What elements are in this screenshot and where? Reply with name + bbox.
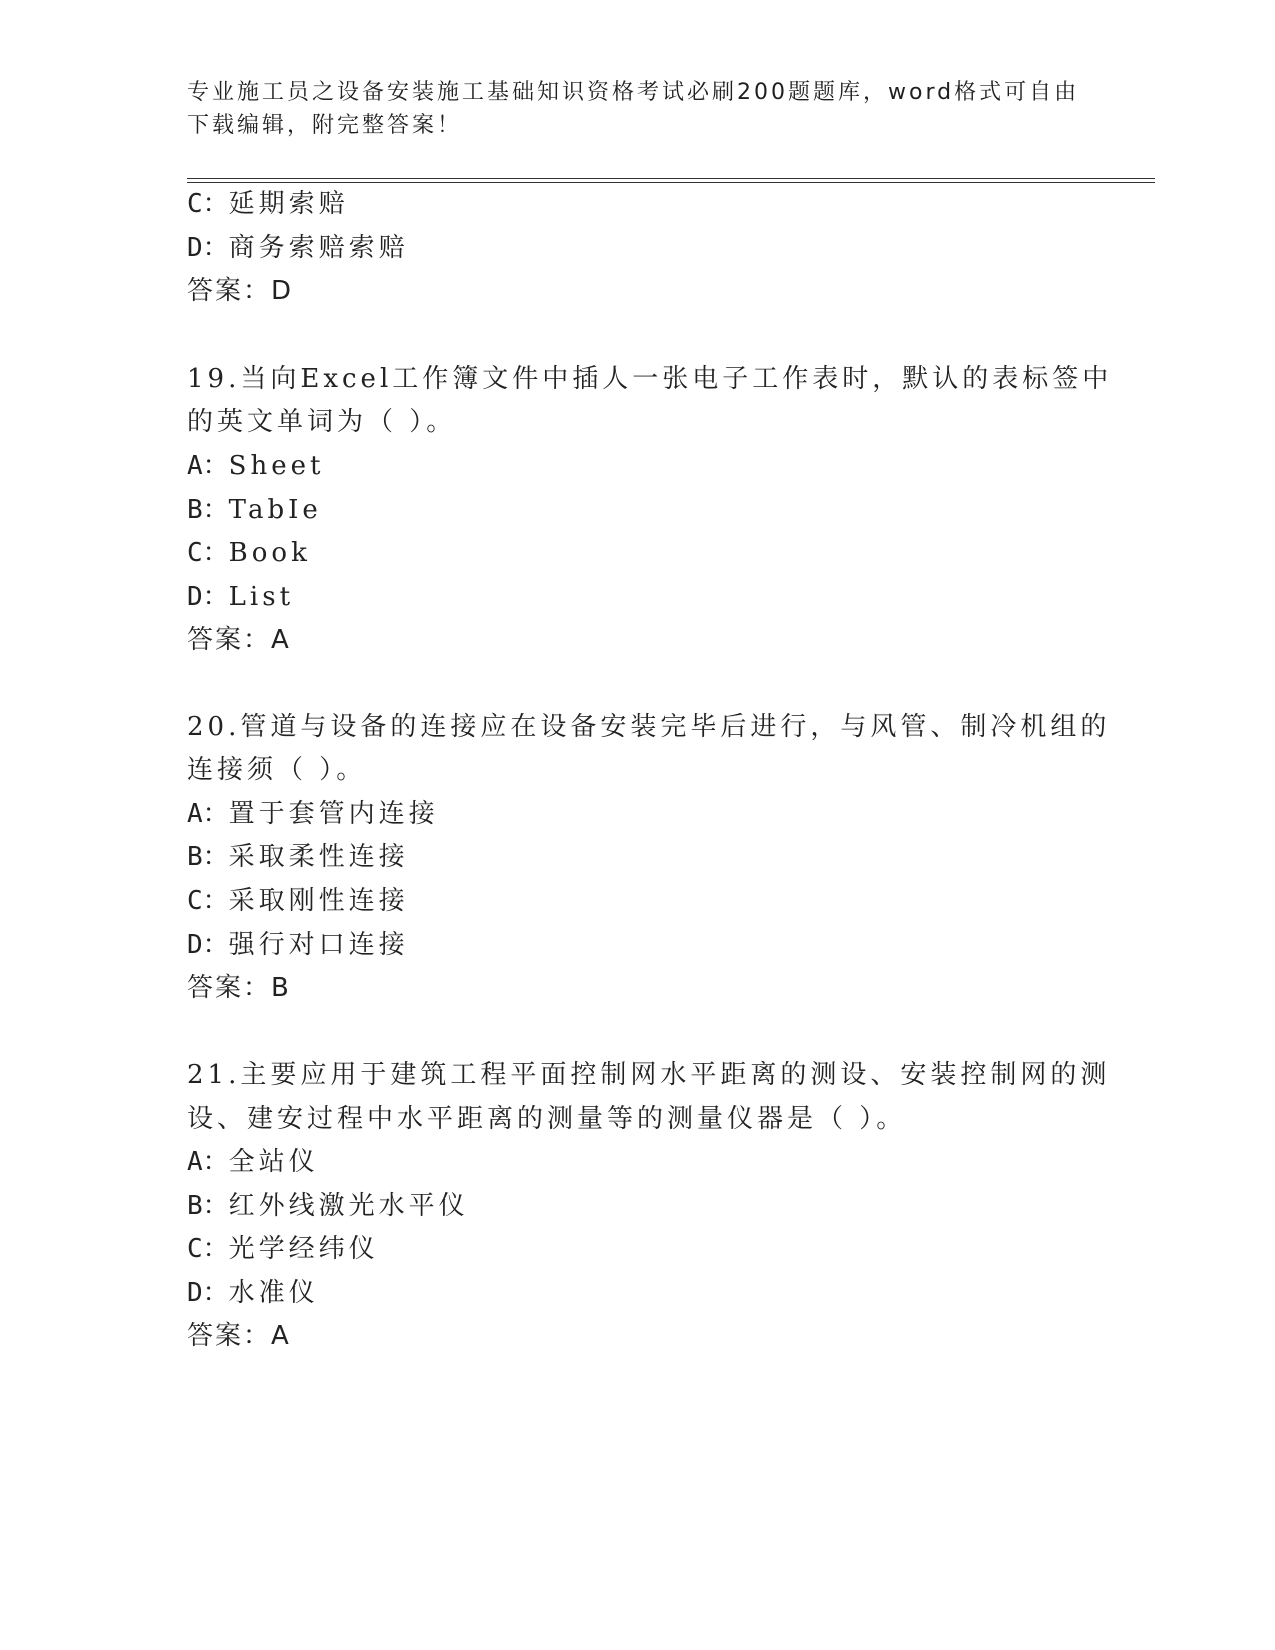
question-20-stem-line-1: 20.管道与设备的连接应在设备安装完毕后进行，与风管、制冷机组的	[187, 712, 1111, 742]
option-label: A：	[187, 1147, 229, 1177]
option-text: 全站仪	[228, 1147, 319, 1177]
option-a	[187, 1145, 319, 1179]
option-a	[187, 797, 439, 831]
answer: 答案：A	[187, 625, 291, 655]
question-19-stem-line-2: 的英文单词为（ ）。	[187, 407, 457, 437]
option-label: C：	[187, 886, 229, 916]
document-header	[187, 76, 1087, 142]
header-divider	[187, 178, 1155, 183]
option-text: 水准仪	[228, 1278, 319, 1308]
option-d	[187, 231, 409, 265]
option-text: 光学经纬仪	[228, 1234, 379, 1264]
option-label: D：	[187, 582, 229, 612]
answer: 答案：D	[187, 276, 294, 306]
option-d	[187, 580, 294, 614]
option-text: TabIe	[228, 495, 322, 525]
option-label: D：	[187, 1278, 229, 1308]
question-20-stem-line-2: 连接须（ ）。	[187, 755, 367, 785]
option-d	[187, 928, 409, 962]
option-c	[187, 884, 409, 918]
question-21-stem-line-2: 设、建安过程中水平距离的测量等的测量仪器是（ ）。	[187, 1104, 907, 1134]
option-text: 红外线激光水平仪	[228, 1191, 469, 1221]
option-label: B：	[187, 495, 229, 525]
option-b	[187, 840, 409, 874]
option-text: 商务索赔索赔	[228, 233, 409, 263]
option-label: C：	[187, 538, 229, 568]
option-label: B：	[187, 842, 229, 872]
option-text: 采取刚性连接	[228, 886, 409, 916]
option-label: B：	[187, 1191, 229, 1221]
option-c	[187, 536, 311, 570]
header-line-1: 专业施工员之设备安装施工基础知识资格考试必刷200题题库，word格式可自由	[187, 80, 1080, 105]
question-19-stem-line-1: 19.当向Excel工作簿文件中插人一张电子工作表时，默认的表标签中	[187, 364, 1113, 394]
option-label: A：	[187, 451, 229, 481]
option-text: 置于套管内连接	[228, 799, 439, 829]
option-label: A：	[187, 799, 229, 829]
option-label: D：	[187, 233, 229, 263]
header-line-2: 下载编辑，附完整答案！	[187, 113, 463, 138]
option-text: Book	[228, 538, 311, 568]
option-d	[187, 1276, 319, 1310]
option-a	[187, 449, 324, 483]
option-text: 延期索赔	[228, 189, 349, 219]
option-c	[187, 187, 349, 221]
option-label: C：	[187, 1234, 229, 1264]
option-text: 采取柔性连接	[228, 842, 409, 872]
option-text: Sheet	[228, 451, 325, 481]
option-b	[187, 493, 322, 527]
option-label: C：	[187, 189, 229, 219]
option-text: List	[228, 582, 295, 612]
answer: 答案：B	[187, 973, 291, 1003]
option-c	[187, 1232, 379, 1266]
question-21-stem-line-1: 21.主要应用于建筑工程平面控制网水平距离的测设、安装控制网的测	[187, 1060, 1111, 1090]
option-label: D：	[187, 930, 229, 960]
option-text: 强行对口连接	[228, 930, 409, 960]
answer: 答案：A	[187, 1321, 291, 1351]
option-b	[187, 1189, 469, 1223]
